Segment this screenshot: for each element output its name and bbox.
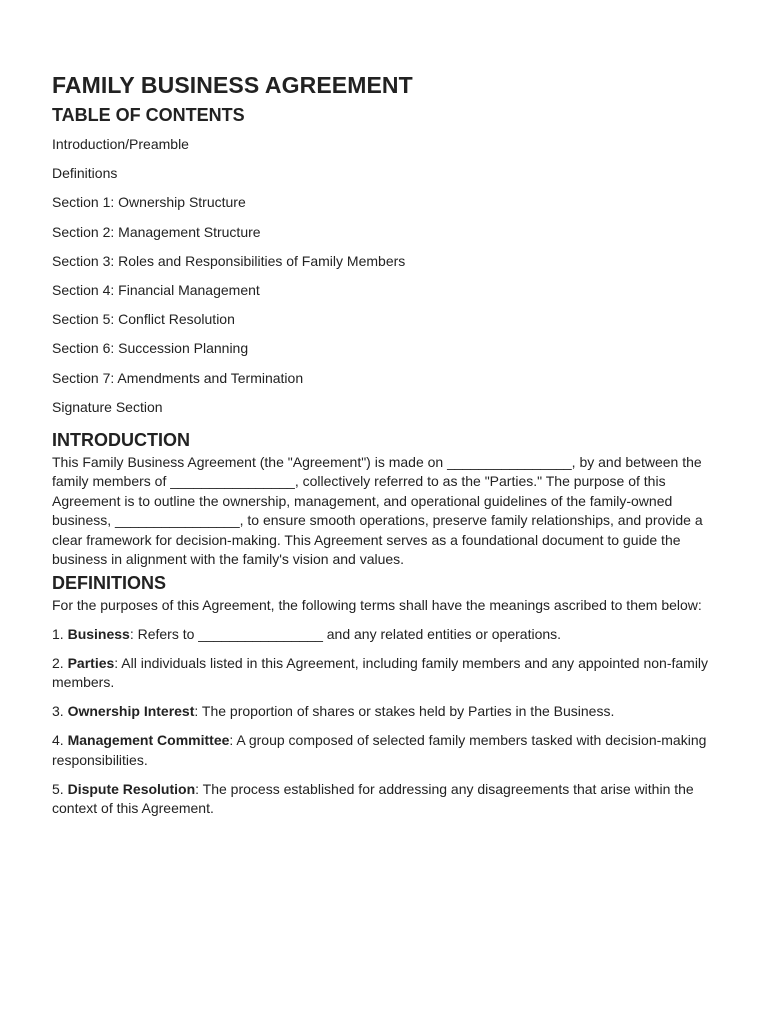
definition-term: Ownership Interest xyxy=(67,703,195,720)
introduction-heading: INTRODUCTION xyxy=(52,429,190,450)
definition-item xyxy=(52,780,712,819)
definition-text: : All individuals listed in this Agreement, including family members and any appointed non-family members. xyxy=(52,654,709,691)
definition-text: : A group composed of selected family members tasked with decision-making responsibilities. xyxy=(52,732,707,768)
toc-item: Section 2: Management Structure xyxy=(52,223,261,240)
definition-term: Dispute Resolution xyxy=(67,780,196,797)
toc-item: Signature Section xyxy=(52,398,163,415)
definition-text: : The proportion of shares or stakes held by Parties in the Business. xyxy=(194,703,615,720)
introduction-paragraph: This Family Business Agreement (the "Agreement") is made on ________________, by and between the family members of ________________, collectively referred to as the "Parties." The purpose of this Agreement is to outline the ownership, management, and operational guidelines of the family-owned business, ________________, to ensure smooth operations, preserve family relationships, and provide a clear framework for decision-making. This Agreement serves as a foundational document to guide the business in alignment with the family's vision and values. xyxy=(52,453,703,568)
definition-number: 1. xyxy=(52,625,68,642)
definition-text: : Refers to ________________ and any related entities or operations. xyxy=(129,625,562,642)
toc-item: Introduction/Preamble xyxy=(52,136,189,152)
definition-term: Parties xyxy=(67,654,115,671)
definition-number: 2. xyxy=(52,654,68,671)
definition-item xyxy=(52,731,712,770)
toc-item: Section 7: Amendments and Termination xyxy=(52,369,304,386)
toc-heading: TABLE OF CONTENTS xyxy=(52,105,245,125)
toc-item: Section 6: Succession Planning xyxy=(52,340,249,357)
definition-item xyxy=(52,654,712,693)
definition-number: 5. xyxy=(52,780,68,797)
definition-text: : The process established for addressing any disagreements that arise within the context of this Agreement. xyxy=(52,780,694,817)
toc-item: Section 3: Roles and Responsibilities of Family Members xyxy=(52,252,406,269)
definition-number: 3. xyxy=(52,703,68,720)
document-title: FAMILY BUSINESS AGREEMENT xyxy=(52,72,413,98)
definition-item xyxy=(52,625,712,645)
document-page xyxy=(52,68,712,819)
definition-term: Management Committee xyxy=(67,732,230,749)
toc-item: Section 4: Financial Management xyxy=(52,281,260,298)
definition-item xyxy=(52,702,712,722)
definitions-intro: For the purposes of this Agreement, the following terms shall have the meanings ascribed to them below: xyxy=(52,596,702,613)
toc-item: Section 1: Ownership Structure xyxy=(52,194,246,211)
toc-list xyxy=(52,135,712,427)
definition-number: 4. xyxy=(52,732,68,749)
definition-term: Business xyxy=(67,625,130,642)
definitions-heading: DEFINITIONS xyxy=(52,572,167,593)
toc-item: Section 5: Conflict Resolution xyxy=(52,311,235,328)
toc-item: Definitions xyxy=(52,165,118,182)
